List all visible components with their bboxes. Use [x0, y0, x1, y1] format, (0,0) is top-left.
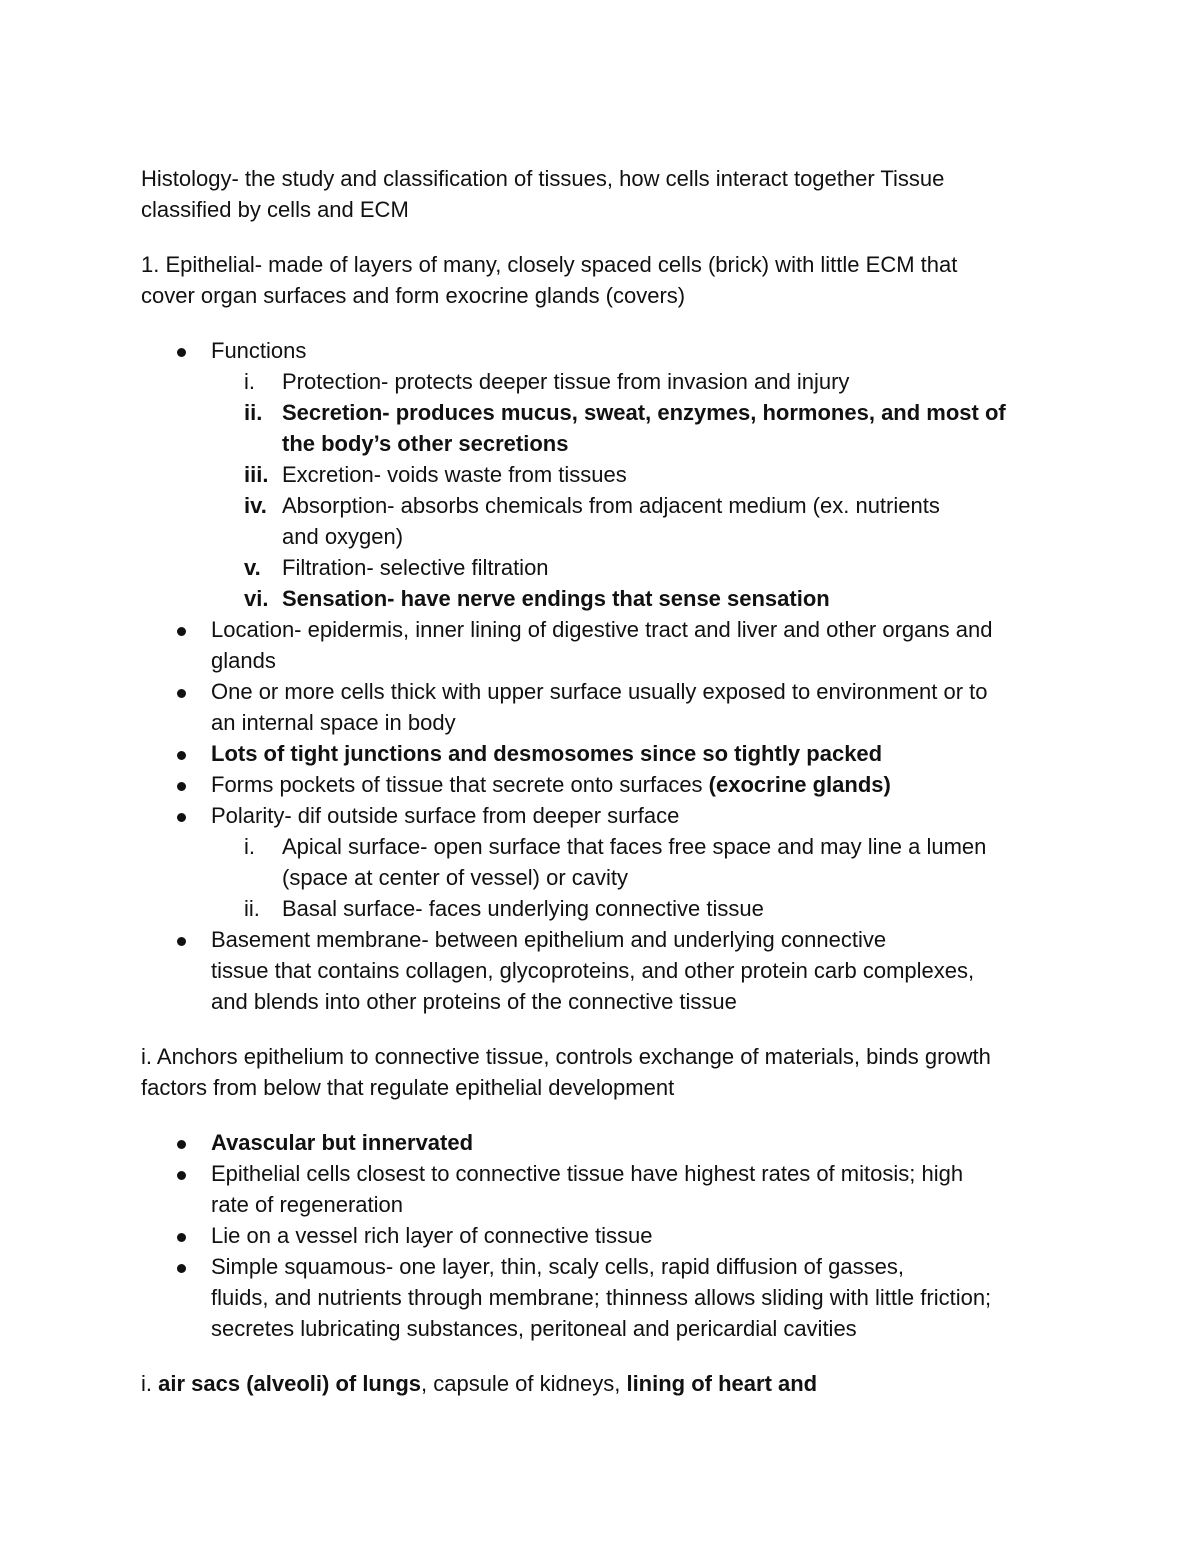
function-item: ii. Secretion- produces mucus, sweat, enzymes, hormones, and most of the body’s other secretions — [244, 400, 1006, 456]
bullet-dot — [177, 782, 186, 791]
bullet-simple-squamous: Simple squamous- one layer, thin, scaly cells, rapid diffusion of gasses, fluids, and nutrients through membrane; thinness allows sliding with little friction; secretes lubricating substances, peritoneal and pericardial cavities — [141, 1251, 1071, 1344]
epithelial-heading — [141, 249, 1061, 311]
bullet-dot — [177, 348, 186, 357]
intro-line-2: classified by cells and ECM — [141, 197, 409, 222]
bullet-dot — [177, 937, 186, 946]
bullet-dot — [177, 751, 186, 760]
anchors-paragraph: i. Anchors epithelium to connective tissue, controls exchange of materials, binds growth factors from below that regulate epithelial development — [141, 1044, 991, 1100]
bullet-polarity: Polarity- dif outside surface from deeper surface — [141, 800, 1071, 831]
bullet-dot — [177, 1264, 186, 1273]
polarity-item: ii. Basal surface- faces underlying connective tissue — [244, 896, 764, 921]
function-item: i. Protection- protects deeper tissue from invasion and injury — [244, 369, 850, 394]
second-bullet-list — [141, 1127, 1071, 1344]
bullet-dot — [177, 1171, 186, 1180]
function-item: iii. Excretion- voids waste from tissues — [244, 462, 627, 487]
bullet-pockets: Forms pockets of tissue that secrete onto surfaces (exocrine glands) — [141, 769, 1071, 800]
function-item: vi. Sensation- have nerve endings that sense sensation — [244, 586, 830, 611]
document-page — [141, 163, 1071, 1399]
epithelial-bullet-list — [141, 335, 1071, 1017]
epithelial-line-1: 1. Epithelial- made of layers of many, closely spaced cells (brick) with little ECM that — [141, 252, 958, 277]
bullet-thickness: One or more cells thick with upper surface usually exposed to environment or to an internal space in body — [141, 676, 1071, 738]
function-item: v. Filtration- selective filtration — [244, 555, 549, 580]
bullet-junctions: Lots of tight junctions and desmosomes since so tightly packed — [141, 738, 1071, 769]
bullet-location: Location- epidermis, inner lining of digestive tract and liver and other organs and glands — [141, 614, 1071, 676]
final-paragraph: i. air sacs (alveoli) of lungs, capsule of kidneys, lining of heart and — [141, 1371, 818, 1396]
bullet-dot — [177, 689, 186, 698]
intro-paragraph — [141, 163, 1061, 225]
bullet-dot — [177, 1140, 186, 1149]
polarity-item: i. Apical surface- open surface that faces free space and may line a lumen (space at center of vessel) or cavity — [244, 834, 987, 890]
bullet-avascular: Avascular but innervated — [141, 1127, 1071, 1158]
bullet-mitosis: Epithelial cells closest to connective tissue have highest rates of mitosis; high rate of regeneration — [141, 1158, 1071, 1220]
intro-line-1: Histology- the study and classification of tissues, how cells interact together Tissue — [141, 166, 945, 191]
bullet-dot — [177, 627, 186, 636]
epithelial-line-2: cover organ surfaces and form exocrine glands (covers) — [141, 283, 686, 308]
bullet-vessel: Lie on a vessel rich layer of connective tissue — [141, 1220, 1071, 1251]
function-item: iv. Absorption- absorbs chemicals from adjacent medium (ex. nutrients and oxygen) — [244, 493, 940, 549]
bullet-functions: Functions — [141, 335, 1071, 366]
bullet-dot — [177, 813, 186, 822]
bullet-dot — [177, 1233, 186, 1242]
bullet-basement-membrane: Basement membrane- between epithelium and underlying connective tissue that contains collagen, glycoproteins, and other protein carb complexes, and blends into other proteins of the connective tissue — [141, 924, 1071, 1017]
